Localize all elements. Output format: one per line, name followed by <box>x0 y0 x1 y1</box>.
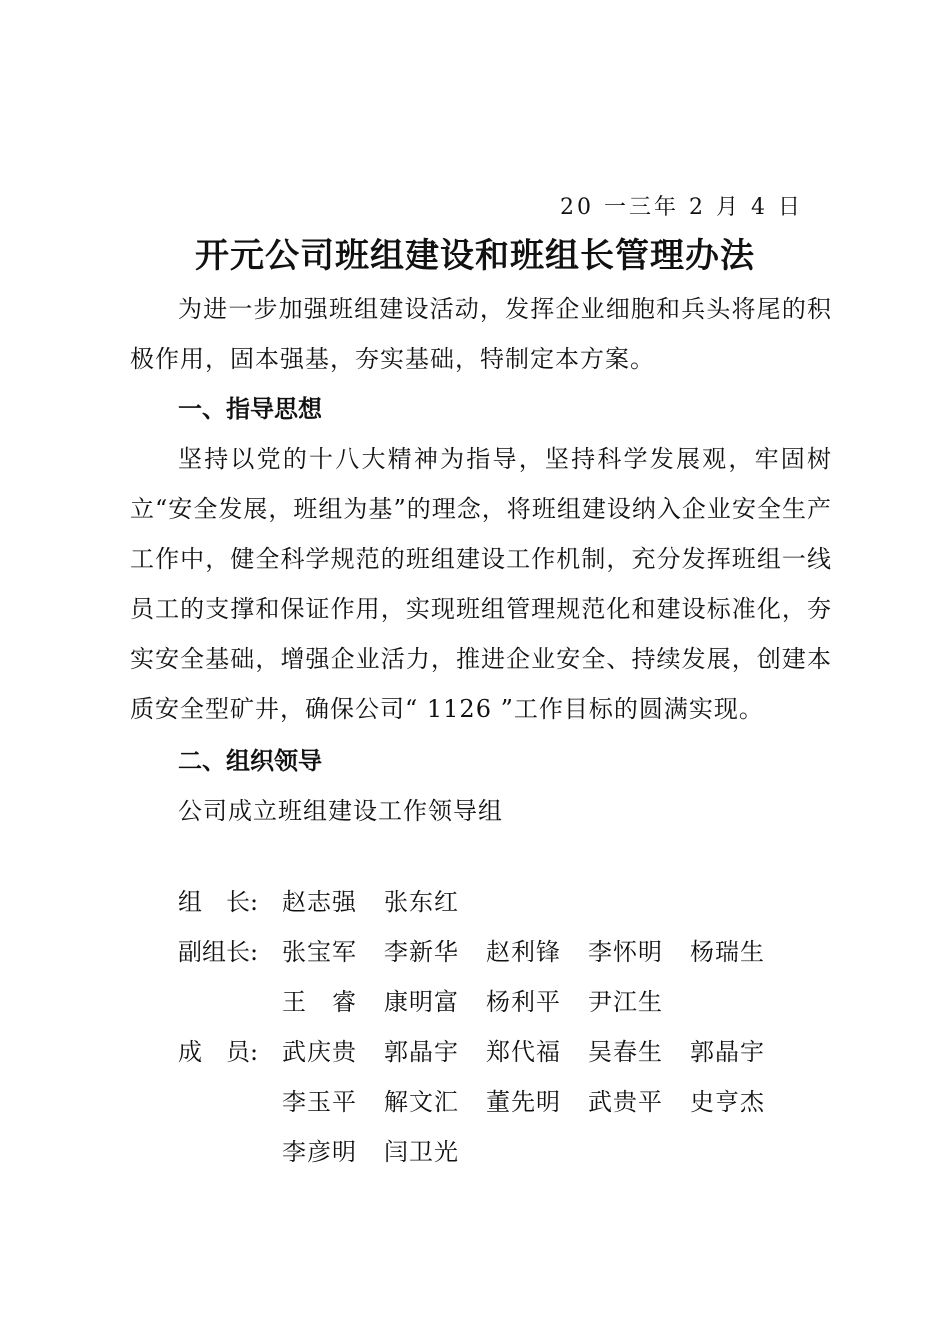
intro-paragraph: 为进一步加强班组建设活动，发挥企业细胞和兵头将尾的积极作用，固本强基，夯实基础，特制定本方案。 <box>130 295 832 373</box>
document-date: 20 一三年 2 月 4 日 <box>560 195 803 220</box>
section-heading-guiding-thought: 一、指导思想 <box>178 395 322 423</box>
deputy-name: 杨利平 <box>486 988 561 1016</box>
leader-row <box>178 877 486 927</box>
deputy-name: 尹江生 <box>588 988 663 1016</box>
leader-name: 张东红 <box>384 888 459 916</box>
member-name: 史亨杰 <box>690 1088 765 1116</box>
member-row <box>178 1027 792 1077</box>
member-name: 李彦明 <box>282 1138 357 1166</box>
leader-label: 组 长: <box>178 888 259 916</box>
member-name: 解文汇 <box>384 1088 459 1116</box>
document-title: 开元公司班组建设和班组长管理办法 <box>195 236 755 276</box>
member-name: 郭晶宇 <box>384 1038 459 1066</box>
member-name: 郑代福 <box>486 1038 561 1066</box>
deputy-name: 王 睿 <box>282 988 357 1016</box>
deputy-name: 张宝军 <box>282 938 357 966</box>
deputy-row <box>178 927 792 977</box>
member-name: 武庆贵 <box>282 1038 357 1066</box>
deputy-name: 赵利锋 <box>486 938 561 966</box>
member-label: 成 员: <box>178 1038 259 1066</box>
deputy-label: 副组长: <box>178 938 259 966</box>
member-name: 郭晶宇 <box>690 1038 765 1066</box>
deputy-name: 李怀明 <box>588 938 663 966</box>
leader-name: 赵志强 <box>282 888 357 916</box>
section-heading-organization: 二、组织领导 <box>178 747 322 775</box>
document-body <box>130 284 832 836</box>
deputy-name: 杨瑞生 <box>690 938 765 966</box>
deputy-name: 康明富 <box>384 988 459 1016</box>
member-name: 闫卫光 <box>384 1138 459 1166</box>
member-name: 董先明 <box>486 1088 561 1116</box>
member-row <box>178 1127 486 1177</box>
organization-intro: 公司成立班组建设工作领导组 <box>178 797 503 825</box>
member-row <box>178 1077 792 1127</box>
member-name: 李玉平 <box>282 1088 357 1116</box>
deputy-name: 李新华 <box>384 938 459 966</box>
member-name: 吴春生 <box>588 1038 663 1066</box>
member-name: 武贵平 <box>588 1088 663 1116</box>
deputy-row <box>178 977 690 1027</box>
guiding-thought-paragraph: 坚持以党的十八大精神为指导，坚持科学发展观，牢固树立“安全发展，班组为基”的理念，将班组建设纳入企业安全生产工作中，健全科学规范的班组建设工作机制，充分发挥班组一线员工的支撑和保证作用，实现班组管理规范化和建设标准化，夯实安全基础，增强企业活力，推进企业安全、持续发展，创建本质安全型矿井，确保公司“ 1126 ”工作目标的圆满实现。 <box>130 445 832 723</box>
